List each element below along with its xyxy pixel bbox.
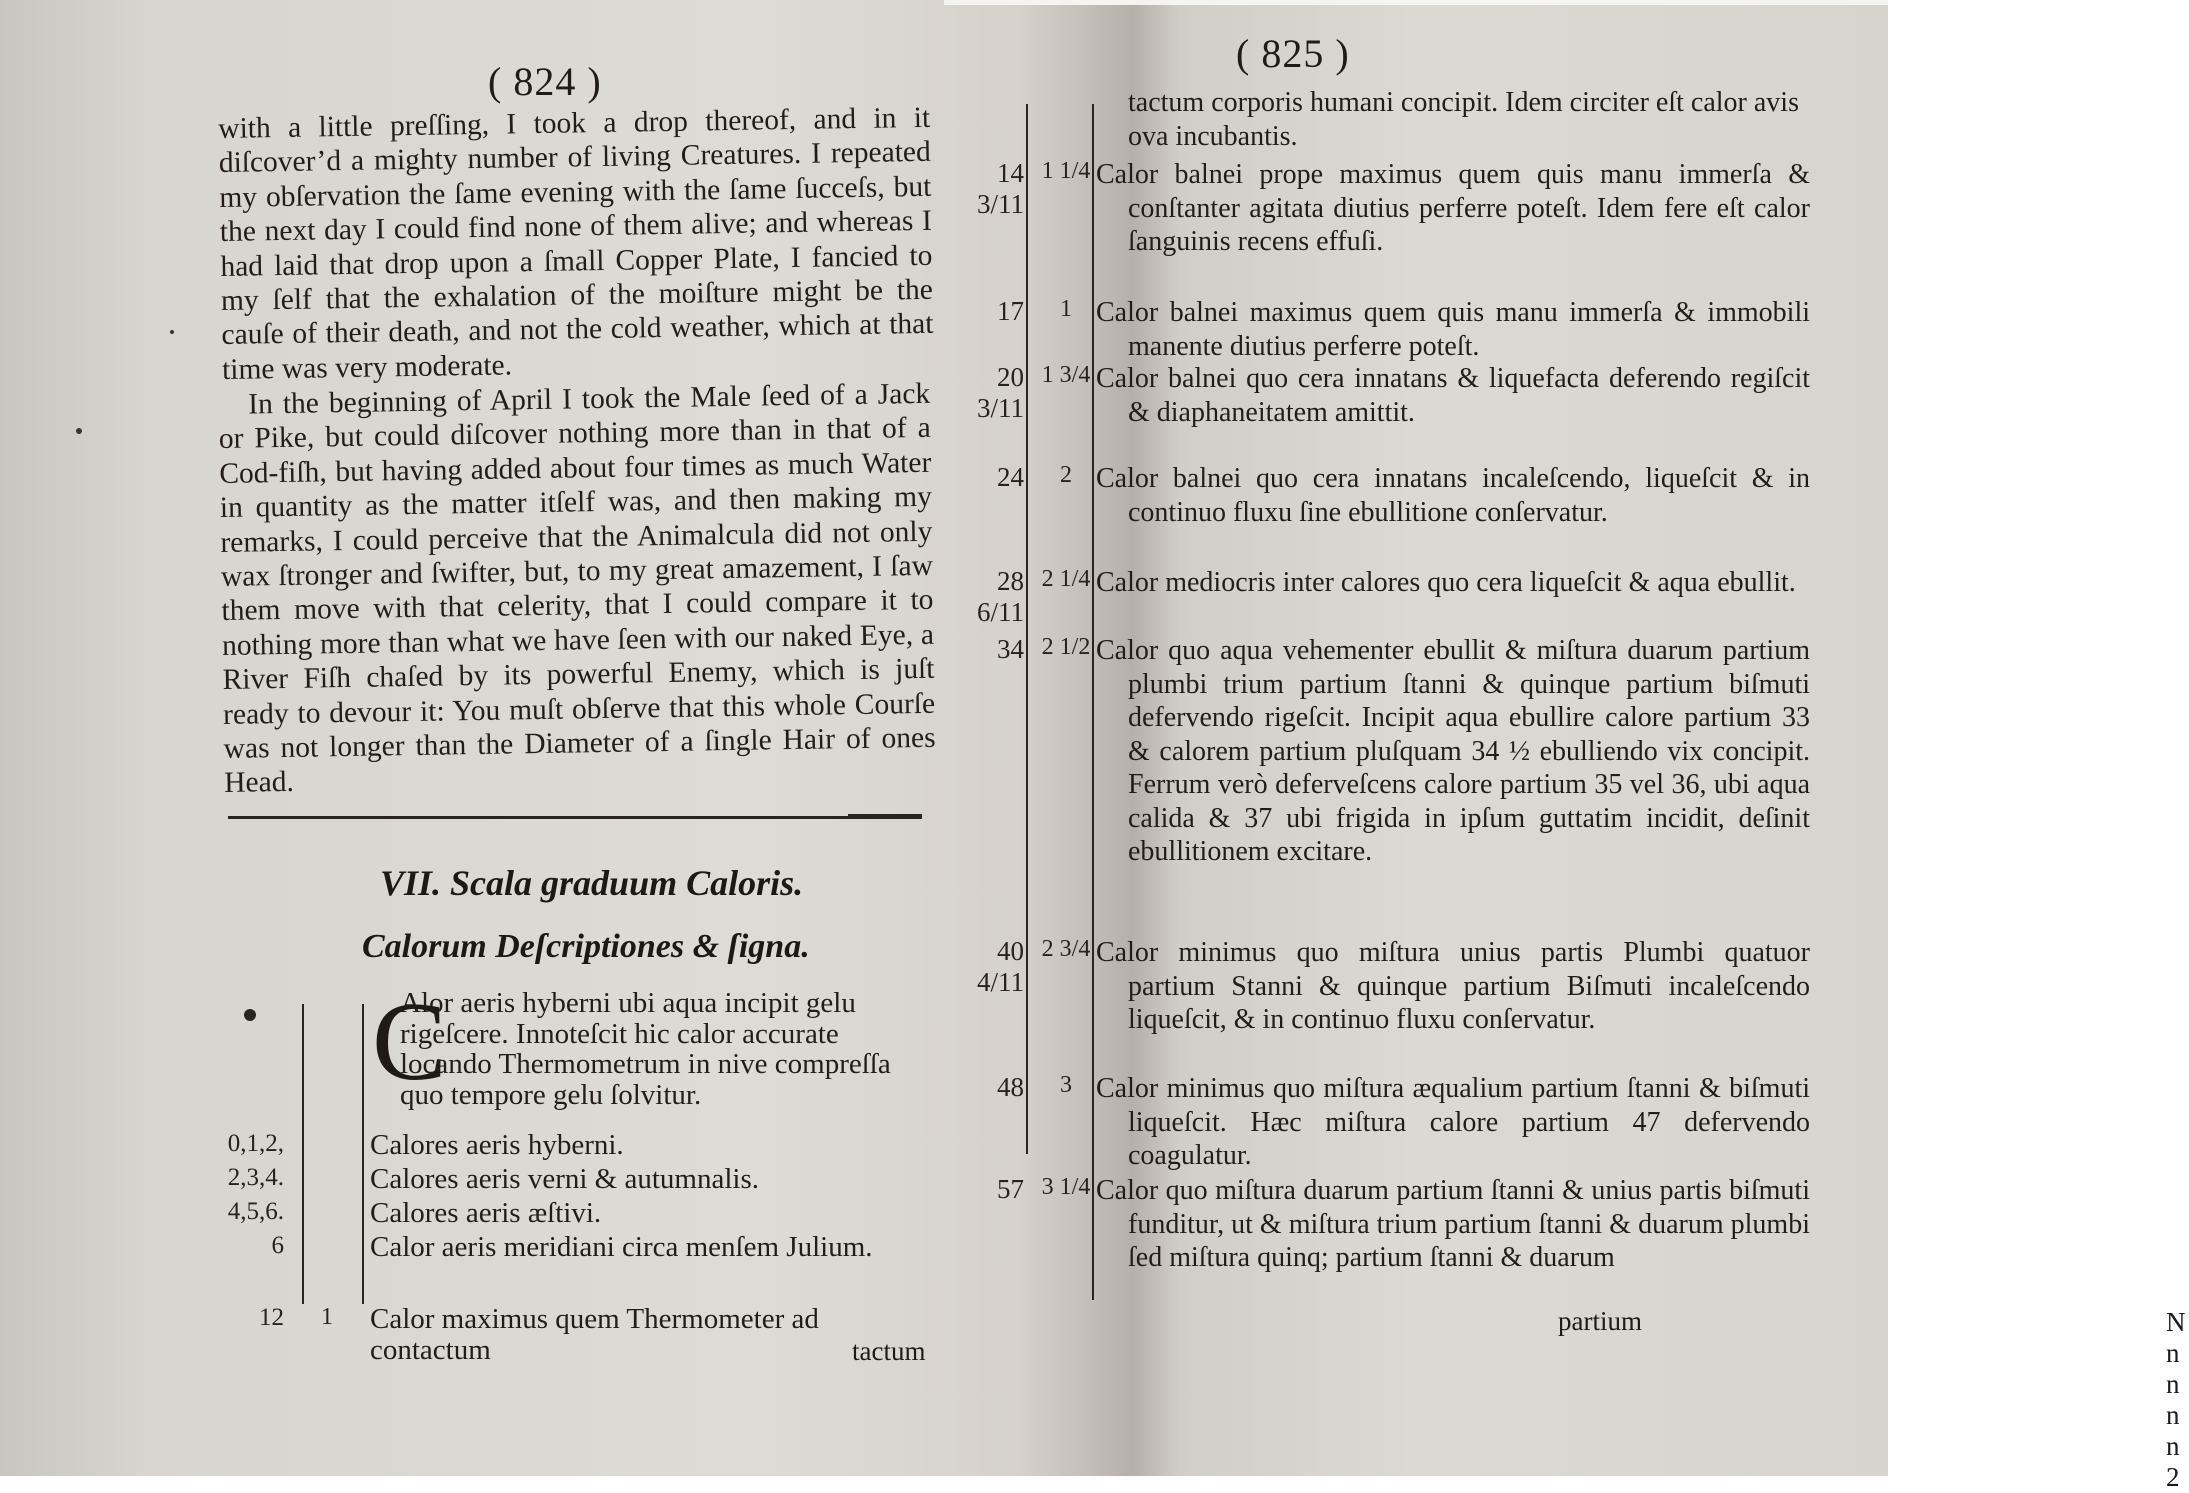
entry-0-body: Alor aeris hyberni ubi aqua incipit gelu rigeſcere. Innoteſcit hic calor accurate locando Thermometrum in nive compreſſa quo tempore gelu ſolvitur. xyxy=(400,987,891,1111)
row-text-body: Calor balnei quo cera innatans incaleſcendo, liqueſcit & in continuo fluxu ſine ebullitione conſervatur. xyxy=(1096,463,1810,528)
row-text-body: Calor balnei quo cera innatans & liquefacta deferendo regiſcit & diaphaneitatem amittit. xyxy=(1096,363,1810,428)
right-page xyxy=(944,0,2189,1492)
row-text xyxy=(1096,296,1810,363)
left-page xyxy=(0,0,944,1476)
section-divider-thick xyxy=(848,814,922,819)
row-text xyxy=(1096,158,1810,259)
row-degree: 20 3/11 xyxy=(977,362,1024,423)
row-text-body: Calor balnei prope maximus quem quis manu immerſa & conſtanter agitata diutius perferre poteſt. Idem fere eſt calor ſanguinis recens effuſi. xyxy=(1096,159,1810,257)
row-text xyxy=(1096,362,1810,429)
paragraph-2: In the beginning of April I took the Male ſeed of a Jack or Pike, but could diſcover nothing more than in that of a Cod-fiſh, but having added about four times as much Water in quantity as the matter itſelf was, and then making my remarks, I could perceive that the Animalcula did not only wax ſtronger and ſwifter, but, to my great amazement, I ſaw them move with that celerity, that I could compare it to nothing more than what we have ſeen with our naked Eye, a River Fiſh chaſed by its powerful Enemy, which is juſt ready to devour it: You muſt obſerve that this whole Courſe was not longer than the Diameter of a ſingle Hair of ones Head. xyxy=(218,377,936,800)
paragraph-1: with a little preſſing, I took a drop thereof, and in it diſcover’d a mighty number of living Creatures. I repeated my obſervation the ſame evening with the ſame ſucceſs, but the next day I could find none of them alive; and whereas I had laid that drop upon a ſmall Copper Plate, I fancied to my ſelf that the exhalation of the moiſture might be the cauſe of their death, and not the cold weather, which at that time was very moderate. xyxy=(218,101,934,386)
page-number-825: ( 825 ) xyxy=(1236,31,1350,76)
row-text: Calores aeris verni & autumnalis. xyxy=(370,1163,759,1195)
row-mid: 3 1/4 xyxy=(1041,1174,1091,1200)
entry-0-text xyxy=(400,988,936,1110)
degree-zero-mark xyxy=(244,1009,256,1021)
drop-cap: C xyxy=(372,980,447,1104)
row-mid: 2 3/4 xyxy=(1041,936,1091,962)
row-text-body: Calor balnei maximus quem quis manu immerſa & immobili manente diutius perferre poteſt. xyxy=(1096,297,1810,362)
signature-mark: N n n n n 2 xyxy=(2166,1307,2189,1492)
row-mid: 1 1/4 xyxy=(1041,158,1091,184)
row-text: Calor aeris meridiani circa menſem Julium. xyxy=(370,1231,873,1263)
row-text-body: Calor minimus quo miſtura æqualium partium ſtanni & biſmuti liqueſcit. Hæc miſtura calore partium 47 defervendo coagulatur. xyxy=(1096,1073,1810,1171)
row-text-body: Calor minimus quo miſtura unius partis Plumbi quatuor partium Stanni & quinque partium Biſmuti incaleſcendo liqueſcit, & in continuo fluxu conſervatur. xyxy=(1096,937,1810,1035)
row-text: Calores aeris hyberni. xyxy=(370,1129,624,1161)
row-degree: 17 xyxy=(997,296,1024,326)
table-subtitle: Calorum Deſcriptiones & ſigna. xyxy=(362,928,810,965)
row-degree: 12 xyxy=(259,1304,284,1331)
row-text: Calores aeris æſtivi. xyxy=(370,1197,602,1229)
ink-spot xyxy=(76,428,82,434)
column-rule-left xyxy=(302,1004,304,1304)
row-mid: 1 3/4 xyxy=(1041,362,1091,388)
row-text xyxy=(1096,634,1810,869)
row-text-body: Calor quo aqua vehementer ebullit & miſtura duarum partium plumbi trium partium ſtanni & quinque partium biſmuti defervendo rigeſcit. Incipit aqua ebullire calore partium 33 & calorem partium pluſquam 34 ½ ebulliendo vix concipit. Ferrum verò deferveſcens calore partium 35 vel 36, ubi aqua calida & 37 ubi frigida in ipſum guttatim incidit, deſinit ebullitionem excitare. xyxy=(1096,635,1810,867)
column-rule-left xyxy=(1026,104,1028,1154)
catchword-left: tactum xyxy=(852,1336,926,1366)
row-text xyxy=(1096,462,1810,529)
row-mid: 3 xyxy=(1060,1072,1072,1098)
section-divider xyxy=(228,816,922,819)
row-text xyxy=(1096,1072,1810,1173)
catchword-right: partium xyxy=(1558,1306,1642,1336)
column-rule-right xyxy=(362,1004,364,1304)
row-text xyxy=(1096,1174,1810,1275)
row-mid: 2 1/4 xyxy=(1041,566,1091,592)
row-degree: 0,1,2, xyxy=(227,1130,284,1157)
row-degree: 48 xyxy=(997,1072,1024,1102)
row-text: Calor maximus quem Thermometer ad contactum xyxy=(370,1303,819,1366)
row-degree: 6 xyxy=(271,1232,284,1259)
row-text xyxy=(1096,936,1810,1037)
row-degree: 40 4/11 xyxy=(977,936,1024,997)
row-text-body: Calor mediocris inter calores quo cera liqueſcit & aqua ebullit. xyxy=(1096,567,1796,598)
ink-spot xyxy=(170,330,174,334)
row-degree: 14 3/11 xyxy=(977,158,1024,219)
row-degree: 24 xyxy=(997,462,1024,492)
intro-text: tactum corporis humani concipit. Idem circiter eſt calor avis ova incubantis. xyxy=(1128,87,1799,152)
row-degree: 57 xyxy=(997,1174,1024,1204)
column-rule-right xyxy=(1092,104,1094,1300)
row-text xyxy=(1096,566,1810,600)
row-degree: 28 6/11 xyxy=(977,566,1024,627)
section-title: VII. Scala graduum Caloris. xyxy=(380,863,804,903)
row-text-body: Calor quo miſtura duarum partium ſtanni & unius partis biſmuti funditur, ut & miſtura trium partium ſtanni & duarum plumbi ſed miſtura quinq; partium ſtanni & duarum xyxy=(1096,1175,1810,1273)
row-mid: 2 xyxy=(1060,462,1072,488)
row-degree: 34 xyxy=(997,634,1024,664)
page-number-824: ( 824 ) xyxy=(488,59,602,104)
row-degree: 2,3,4. xyxy=(227,1164,284,1191)
row-mid: 1 xyxy=(321,1304,333,1330)
row-degree: 4,5,6. xyxy=(227,1198,284,1225)
row-mid: 1 xyxy=(1060,296,1072,322)
row-mid: 2 1/2 xyxy=(1041,634,1091,660)
